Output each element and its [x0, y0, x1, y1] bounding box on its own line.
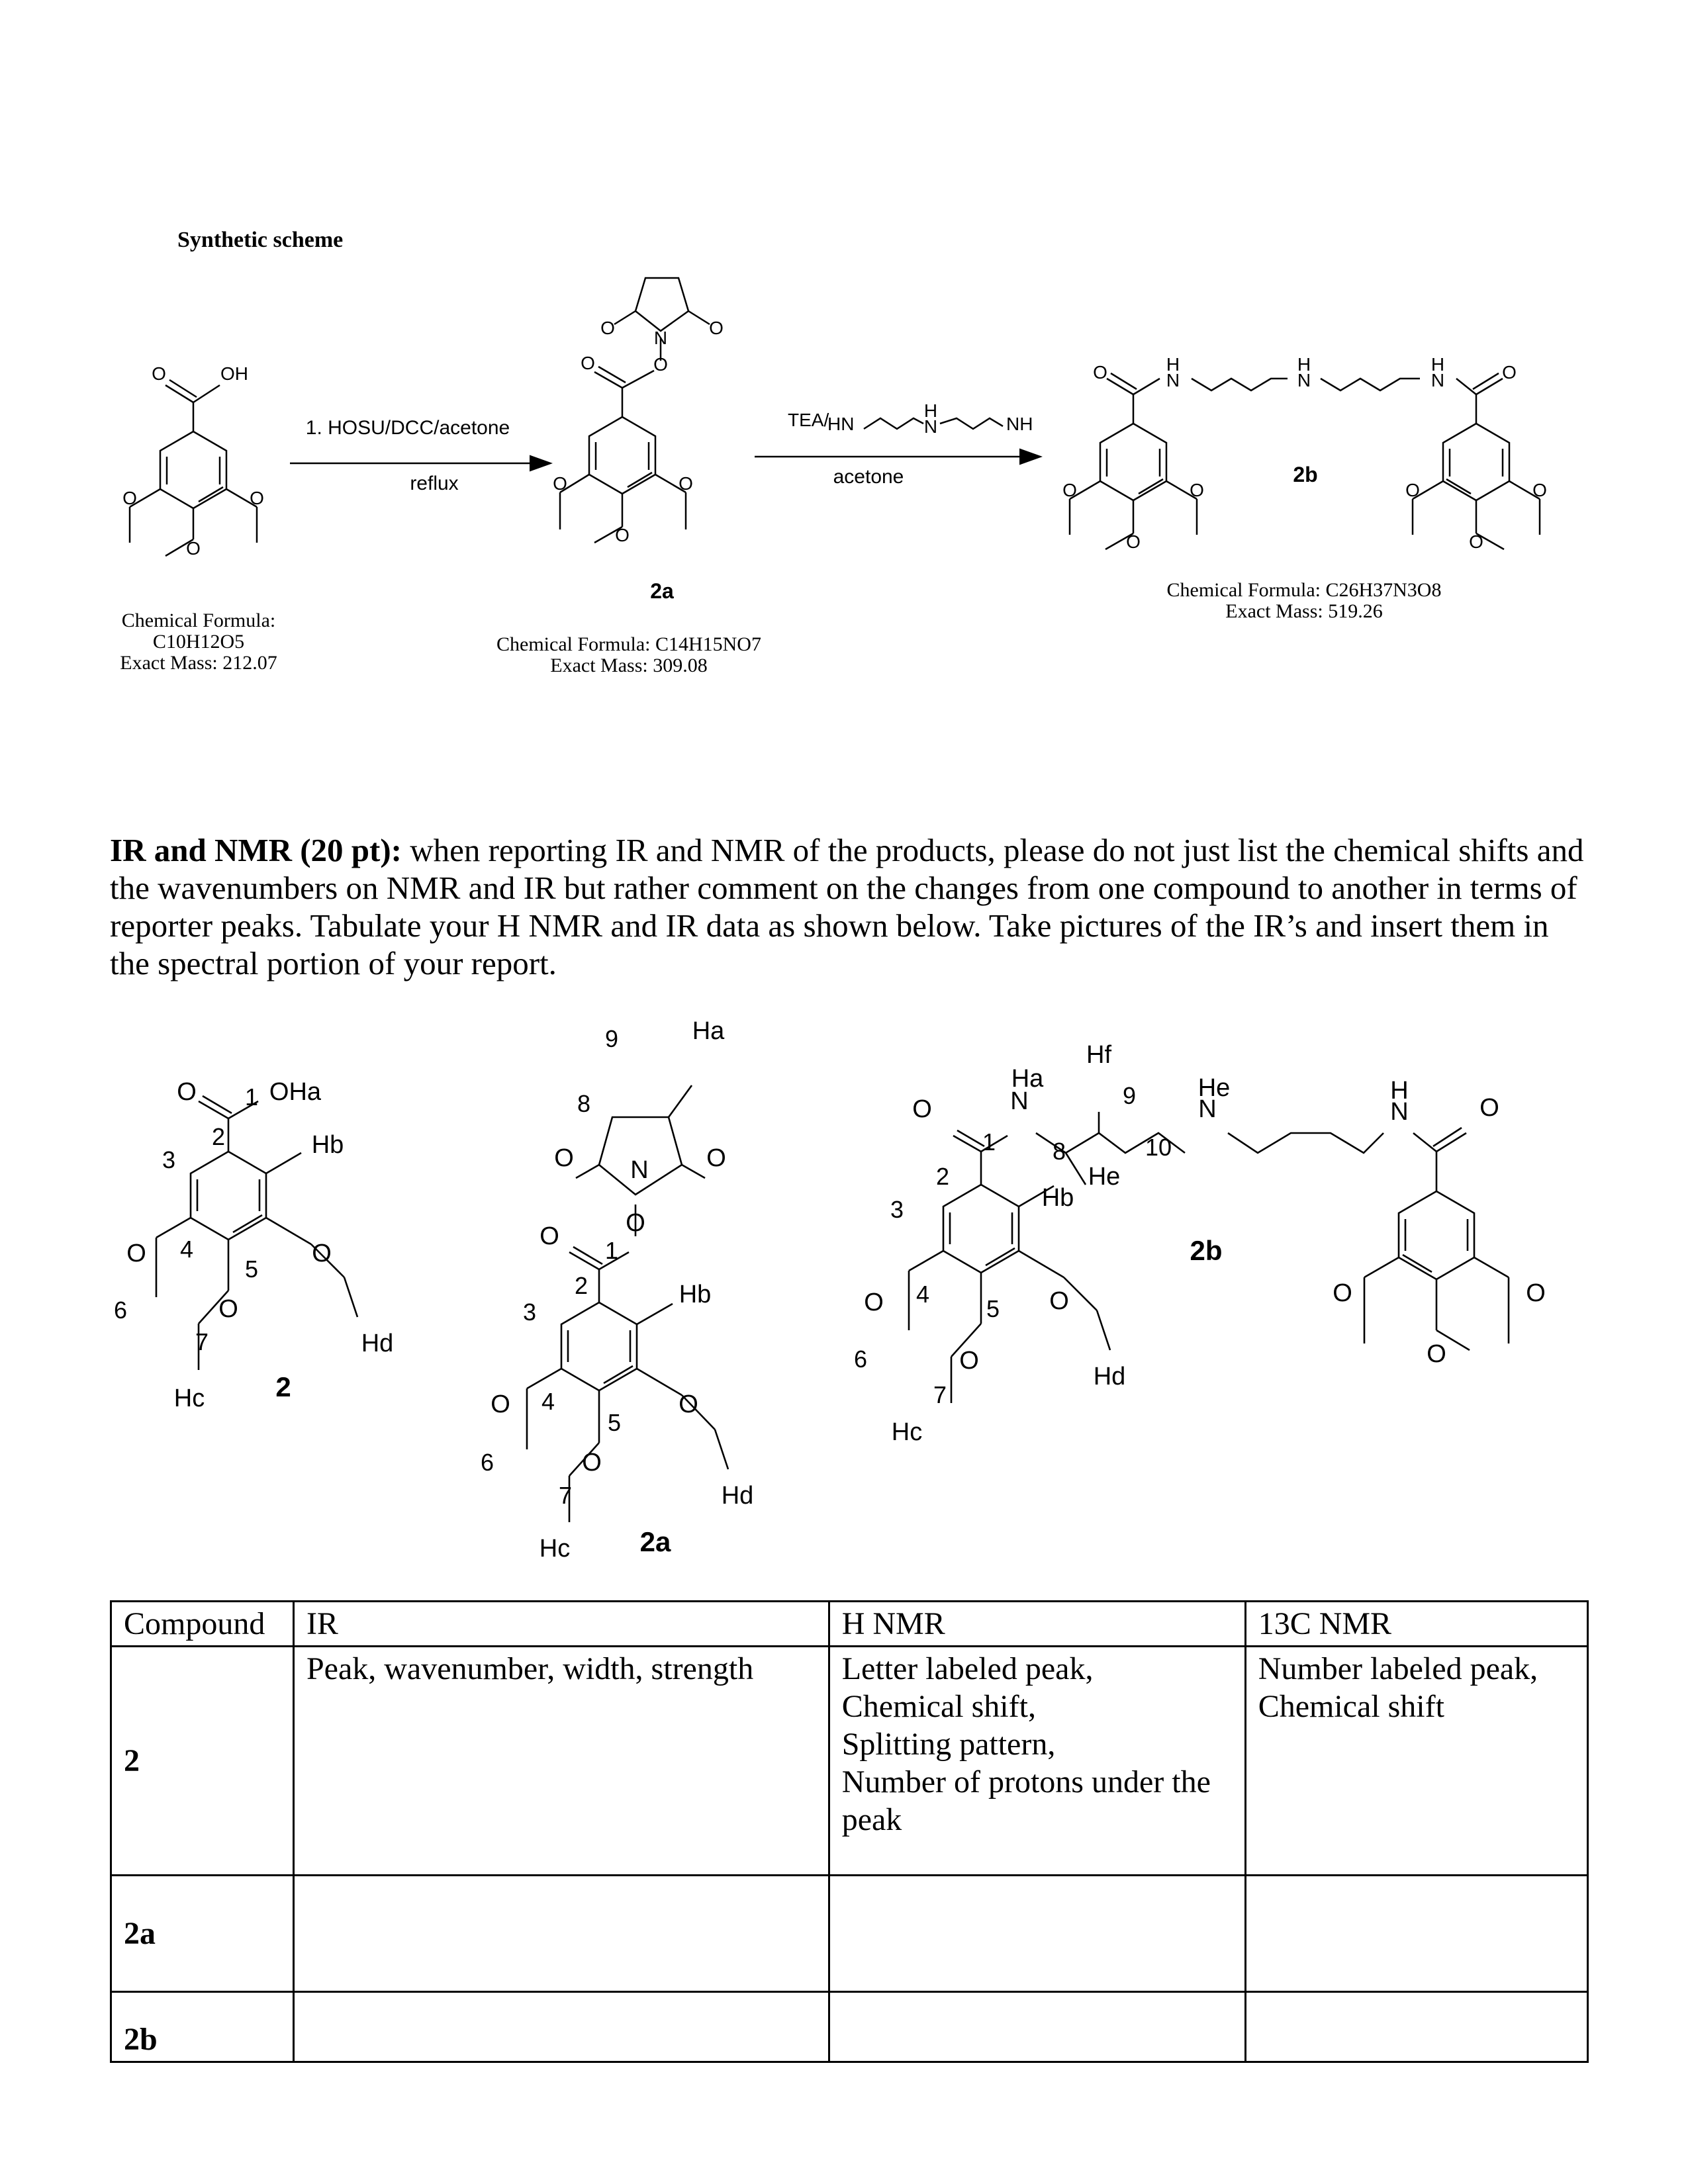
- position-3: 3: [162, 1146, 176, 1173]
- cnmr-line: Chemical shift: [1258, 1689, 1444, 1724]
- h-label: H: [1390, 1077, 1409, 1105]
- o-label: O: [653, 354, 668, 375]
- labeled-structures: [0, 993, 1688, 1588]
- n-label: N: [1430, 370, 1445, 390]
- cnmr-cell: [1245, 1876, 1587, 1992]
- structure-2a-label: 2a: [639, 1526, 671, 1557]
- product-2b-mass: Exact Mass: 519.26: [1225, 600, 1383, 622]
- o-label: O: [864, 1289, 884, 1316]
- n-label: N: [1390, 1098, 1409, 1126]
- table-header-row: [111, 1602, 1588, 1647]
- reactant-formula-block: [99, 610, 298, 674]
- cnmr-line: Number labeled peak,: [1258, 1651, 1538, 1686]
- o-label: O: [553, 473, 567, 494]
- n-label: N: [1166, 370, 1180, 390]
- position-5: 5: [607, 1409, 622, 1436]
- reactant-structure: [130, 380, 257, 556]
- position-5: 5: [986, 1295, 1000, 1322]
- position-2: 2: [935, 1163, 950, 1190]
- o-label: O: [539, 1222, 559, 1250]
- o-label: O: [1502, 362, 1517, 383]
- o-label: O: [250, 488, 264, 508]
- product-2b-formula: Chemical Formula: C26H37N3O8: [1166, 579, 1442, 601]
- position-2: 2: [211, 1123, 226, 1150]
- position-1: 1: [604, 1237, 619, 1264]
- product-2a-formula: Chemical Formula: C14H15NO7: [496, 633, 761, 655]
- o-label: O: [1526, 1279, 1546, 1307]
- o-label: O: [1126, 531, 1141, 552]
- o-label: O: [491, 1390, 510, 1418]
- he-label: He: [1197, 1074, 1231, 1102]
- ha-label: Ha: [1011, 1065, 1044, 1093]
- hc-label: Hc: [539, 1535, 571, 1563]
- h-label: H: [1166, 354, 1180, 375]
- position-8: 8: [1052, 1138, 1066, 1165]
- hnmr-line: Splitting pattern,: [841, 1727, 1056, 1762]
- header-hnmr: H NMR: [829, 1602, 1245, 1647]
- product-2a-formula-block: [477, 634, 781, 676]
- table-row: [111, 1992, 1588, 2062]
- o-label: O: [1062, 480, 1077, 500]
- ir-cell: [293, 1876, 829, 1992]
- tea-label: TEA/: [788, 410, 829, 430]
- label-2b: 2b: [1293, 463, 1318, 486]
- ir-nmr-heading: IR and NMR (20 pt):: [110, 832, 402, 868]
- h-label: H: [1430, 354, 1445, 375]
- amine-hn-label: HN: [827, 414, 855, 434]
- o-label: O: [1532, 480, 1547, 500]
- table-row: [111, 1876, 1588, 1992]
- o-label: O: [615, 525, 630, 545]
- hd-label: Hd: [1093, 1363, 1126, 1390]
- hb-label: Hb: [1041, 1184, 1074, 1212]
- position-9: 9: [1122, 1082, 1137, 1109]
- spectral-data-table: [110, 1600, 1589, 2063]
- hb-label: Hb: [679, 1281, 712, 1308]
- position-6: 6: [853, 1345, 868, 1373]
- position-10: 10: [1145, 1134, 1172, 1161]
- hc-label: Hc: [173, 1385, 205, 1412]
- amine-h-label: H: [923, 400, 938, 421]
- o-label: O: [1469, 531, 1483, 552]
- product-2b-structure: [1070, 373, 1540, 549]
- o-label: O: [1093, 362, 1107, 383]
- o-label: O: [1333, 1279, 1352, 1307]
- position-9: 9: [604, 1025, 619, 1052]
- position-5: 5: [244, 1255, 259, 1283]
- o-label: O: [554, 1144, 574, 1172]
- o-label: O: [1049, 1287, 1069, 1315]
- reactant-formula-label: Chemical Formula:: [121, 610, 276, 631]
- step1-reagent: 1. HOSU/DCC/acetone: [305, 417, 510, 439]
- o-label: O: [1479, 1094, 1499, 1122]
- o-label: O: [706, 1144, 726, 1172]
- o-label: O: [1427, 1340, 1446, 1368]
- reactant-mass: Exact Mass: 212.07: [120, 652, 277, 674]
- o-label: O: [186, 538, 201, 559]
- n-label: N: [653, 328, 668, 348]
- o-label: O: [959, 1347, 979, 1375]
- position-8: 8: [577, 1090, 591, 1117]
- scheme-title: Synthetic scheme: [177, 228, 344, 252]
- compound-cell: 2: [111, 1647, 294, 1876]
- amine-nh-label: NH: [1006, 414, 1033, 434]
- hnmr-line: Number of protons under the peak: [841, 1764, 1211, 1837]
- o-label: O: [126, 1240, 146, 1267]
- n-label: N: [1198, 1095, 1217, 1123]
- position-1: 1: [244, 1083, 259, 1111]
- position-6: 6: [113, 1297, 128, 1324]
- o-label: O: [626, 1209, 645, 1237]
- o-label: O: [582, 1449, 602, 1477]
- product-2a-structure: [560, 278, 710, 543]
- position-3: 3: [522, 1298, 537, 1326]
- o-label: O: [600, 318, 615, 338]
- ir-cell: Peak, wavenumber, width, strength: [293, 1647, 829, 1876]
- position-6: 6: [480, 1449, 494, 1476]
- ir-cell: [293, 1992, 829, 2062]
- step1-condition: reflux: [410, 473, 459, 494]
- hc-label: Hc: [891, 1418, 923, 1446]
- ha-label: Ha: [692, 1017, 725, 1045]
- o-label: O: [679, 473, 693, 494]
- hb-label: Hb: [311, 1131, 344, 1159]
- o-label: O: [679, 1390, 698, 1418]
- o-label: O: [1190, 480, 1204, 500]
- structure-2-label: 2: [275, 1371, 291, 1402]
- n-label: N: [630, 1156, 649, 1184]
- o-label: O: [177, 1078, 197, 1106]
- cnmr-cell: [1245, 1647, 1587, 1876]
- structure-2b-label: 2b: [1190, 1235, 1223, 1266]
- position-4: 4: [541, 1388, 555, 1415]
- position-2: 2: [574, 1272, 588, 1299]
- ir-nmr-body: when reporting IR and NMR of the products, please do not just list the chemical shifts and the wavenumbers on NMR and IR but rather comment on the changes from one compound to another in terms of reporter peaks. Tabulate your H NMR and IR data as shown below. Take pictures of the IR’s and insert them in the spectral portion of your report.: [110, 832, 1584, 981]
- o-label: O: [312, 1240, 332, 1267]
- he-label: He: [1088, 1163, 1121, 1191]
- n-label: N: [1297, 370, 1311, 390]
- table-row: [111, 1647, 1588, 1876]
- compound-cell: 2b: [111, 1992, 294, 2062]
- hnmr-line: Chemical shift,: [841, 1689, 1036, 1724]
- o-label: O: [152, 363, 166, 384]
- n-label: N: [1010, 1087, 1029, 1115]
- position-7: 7: [558, 1482, 573, 1509]
- compound-cell: 2a: [111, 1876, 294, 1992]
- hd-label: Hd: [361, 1330, 394, 1357]
- position-7: 7: [195, 1328, 209, 1355]
- hnmr-cell: [829, 1876, 1245, 1992]
- oh-label: OH: [220, 363, 248, 384]
- header-13cnmr: 13C NMR: [1245, 1602, 1587, 1647]
- o-label: O: [1405, 480, 1420, 500]
- header-ir: IR: [293, 1602, 829, 1647]
- o-label: O: [218, 1295, 238, 1323]
- o-label: O: [709, 318, 724, 338]
- o-label: O: [912, 1095, 932, 1123]
- reactant-formula: C10H12O5: [152, 631, 245, 653]
- o-label: O: [122, 488, 137, 508]
- hf-label: Hf: [1086, 1041, 1111, 1069]
- position-1: 1: [982, 1128, 996, 1156]
- product-2b-formula-block: [1139, 580, 1470, 622]
- position-4: 4: [179, 1236, 194, 1263]
- position-3: 3: [890, 1196, 904, 1223]
- label-2a: 2a: [650, 579, 674, 603]
- hd-label: Hd: [721, 1482, 754, 1510]
- ir-nmr-instructions: [110, 831, 1586, 982]
- o-label: O: [581, 353, 595, 373]
- position-4: 4: [915, 1281, 930, 1308]
- oha-label: OHa: [269, 1078, 322, 1106]
- h-label: H: [1297, 354, 1311, 375]
- hnmr-cell: [829, 1647, 1245, 1876]
- position-7: 7: [933, 1381, 947, 1408]
- amine-n-label: N: [923, 416, 938, 437]
- hnmr-line: Letter labeled peak,: [841, 1651, 1094, 1686]
- hnmr-cell: [829, 1992, 1245, 2062]
- product-2a-mass: Exact Mass: 309.08: [550, 655, 708, 676]
- header-compound: Compound: [111, 1602, 294, 1647]
- step2-condition: acetone: [833, 466, 904, 488]
- cnmr-cell: [1245, 1992, 1587, 2062]
